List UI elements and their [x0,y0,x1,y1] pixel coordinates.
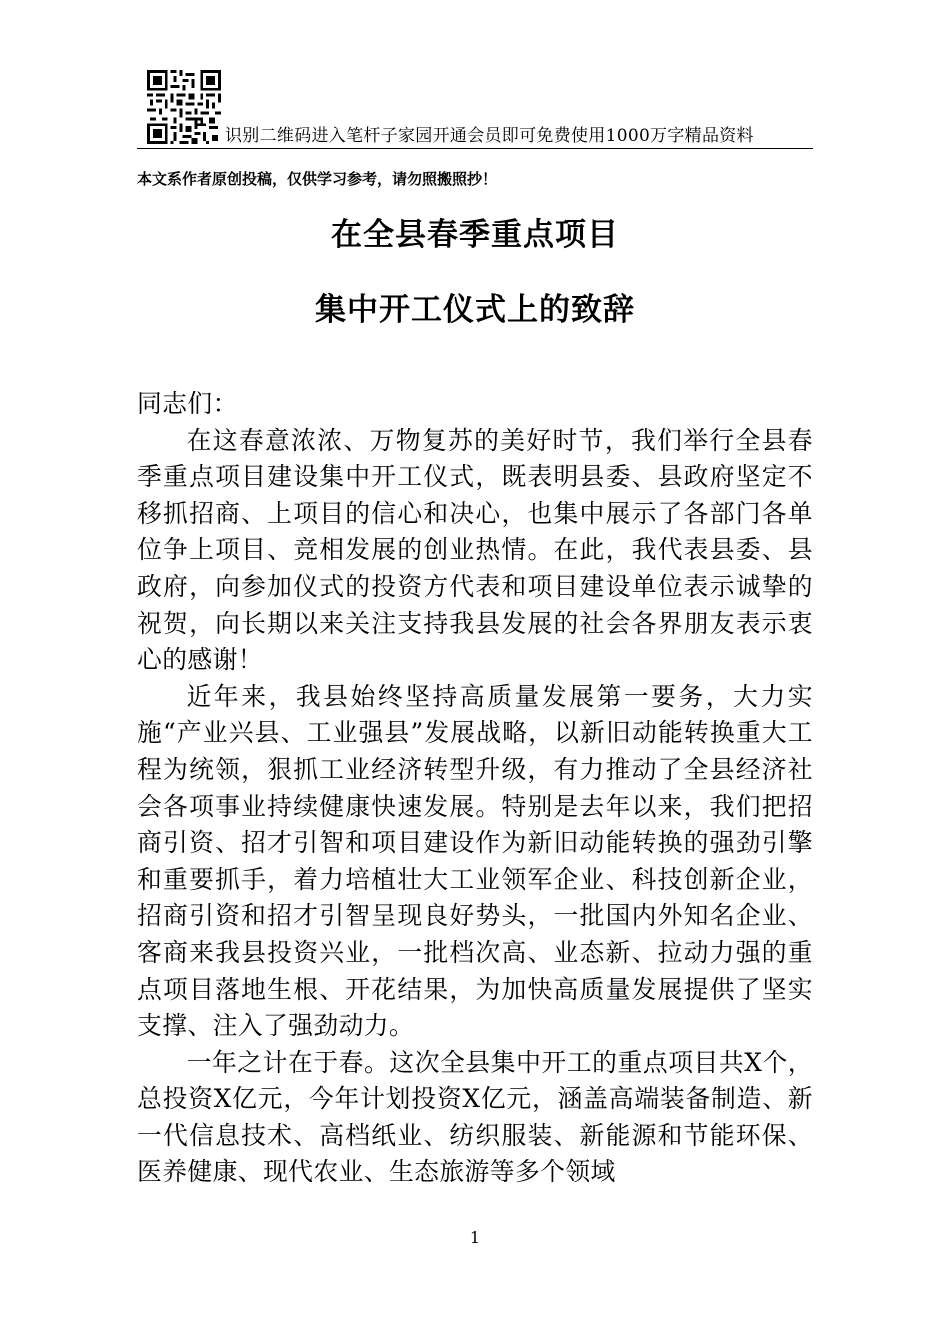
header-divider [137,148,813,149]
qr-code-icon [147,70,221,144]
copyright-notice: 本文系作者原创投稿，仅供学习参考，请勿照搬照抄！ [137,170,498,188]
document-title-line-1: 在全县春季重点项目 [331,217,619,253]
page-number: 1 [469,1228,481,1247]
paragraph-3: 一年之计在于春。这次全县集中开工的重点项目共X个，总投资X亿元，今年计划投资X亿元，涵盖高端装备制造、新一代信息技术、高档纸业、纺织服装、新能源和节能环保、医养健康、现代农业、生态旅游等多个领域 [137,1047,813,1187]
paragraph-1: 在这春意浓浓、万物复苏的美好时节，我们举行全县春季重点项目建设集中开工仪式，既表明县委、县政府坚定不移抓招商、上项目的信心和决心，也集中展示了各部门各单位争上项目、竞相发展的创业热情。在此，我代表县委、县政府，向参加仪式的投资方代表和项目建设单位表示诚挚的祝贺，向长期以来关注支持我县发展的社会各界朋友表示衷心的感谢！ [137,425,813,675]
header-promo-text: 识别二维码进入笔杆子家园开通会员即可免费使用1000万字精品资料 [225,126,754,146]
salutation: 同志们： [137,389,238,418]
paragraph-2: 近年来，我县始终坚持高质量发展第一要务，大力实施“产业兴县、工业强县”发展战略，以新旧动能转换重大工程为统领，狠抓工业经济转型升级，有力推动了全县经济社会各项事业持续健康快速发展。特别是去年以来，我们把招商引资、招才引智和项目建设作为新旧动能转换的强劲引擎和重要抓手，着力培植壮大工业领军企业、科技创新企业，招商引资和招才引智呈现良好势头，一批国内外知名企业、客商来我县投资兴业，一批档次高、业态新、拉动力强的重点项目落地生根、开花结果，为加快高质量发展提供了坚实支撑、注入了强劲动力。 [137,681,813,1041]
document-body [137,386,813,1191]
document-title-line-2: 集中开工仪式上的致辞 [315,292,635,328]
